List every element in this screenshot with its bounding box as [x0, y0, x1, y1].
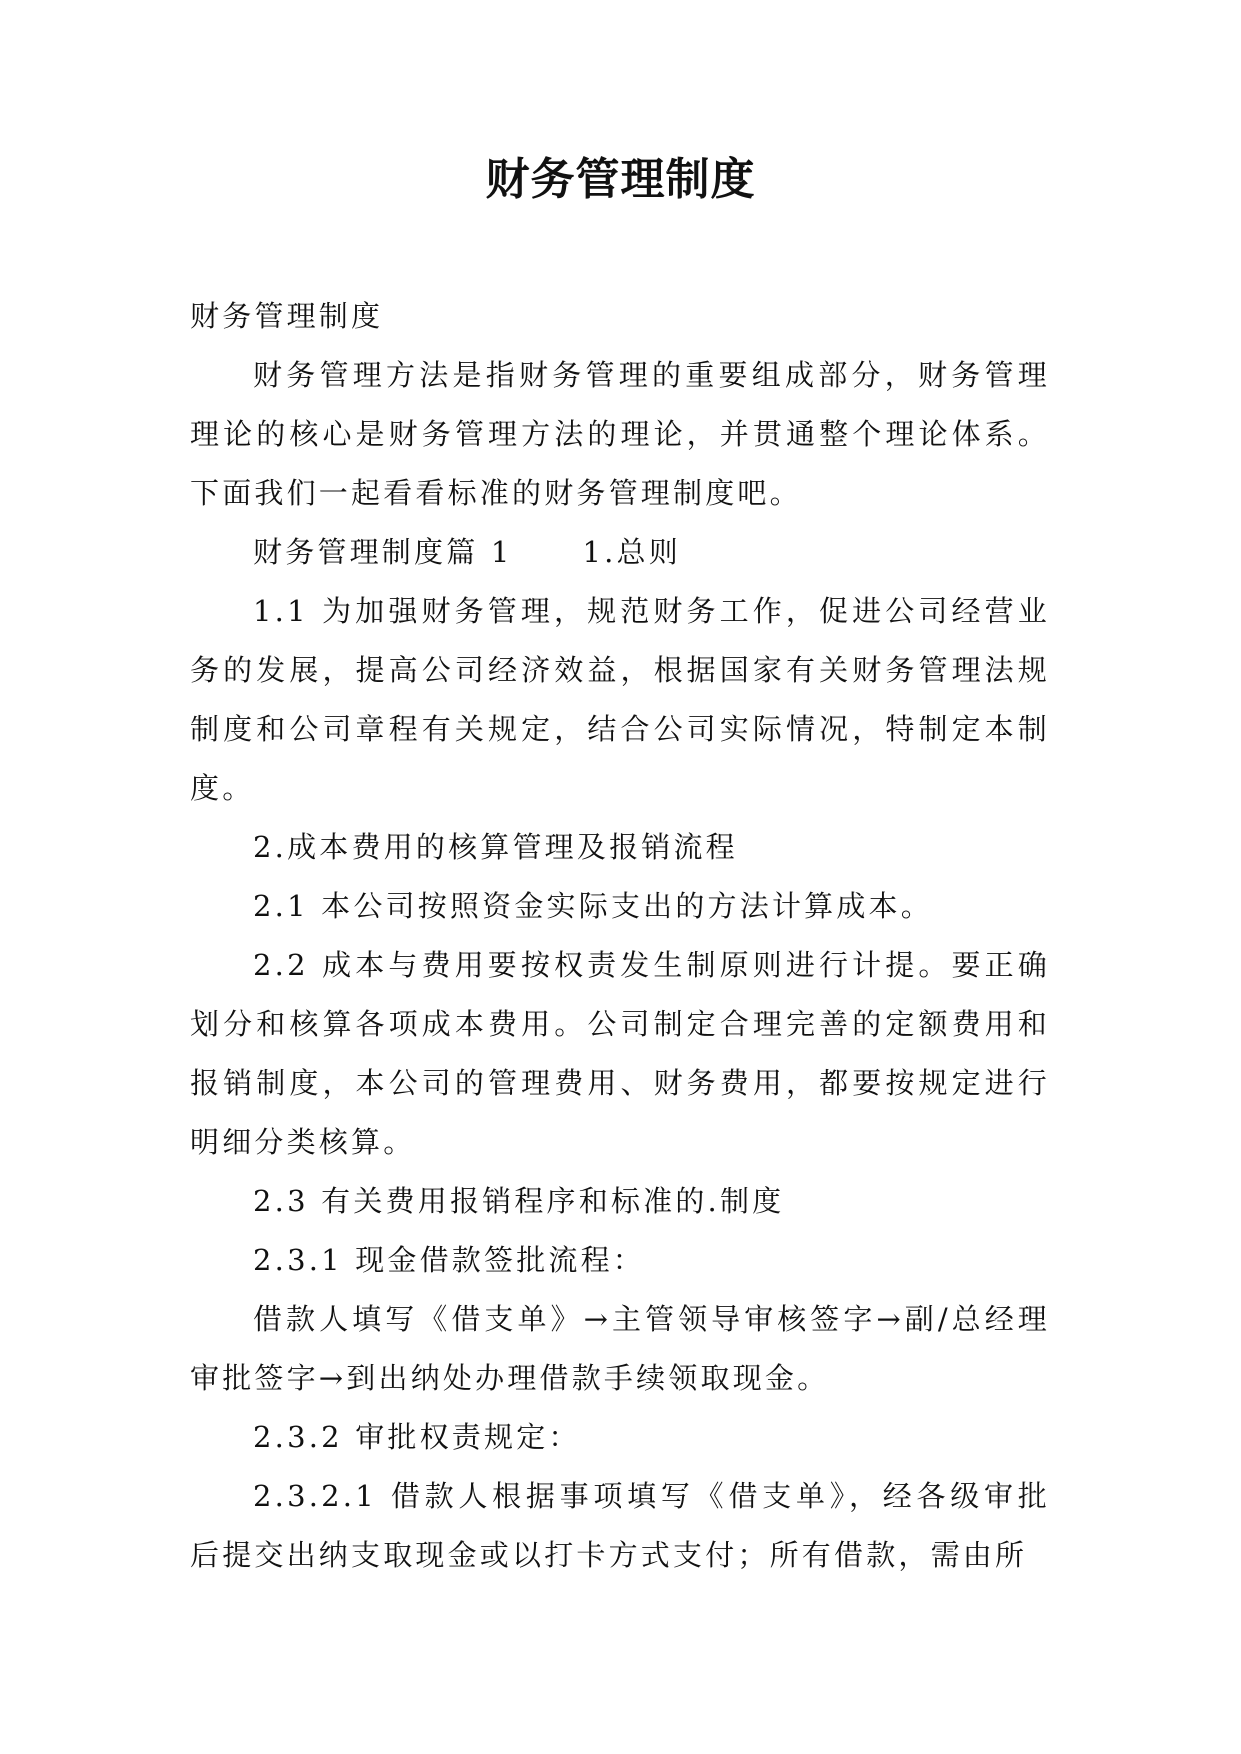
paragraph-2-3-2-1: 2.3.2.1 借款人根据事项填写《借支单》，经各级审批后提交出纳支取现金或以打卡方式支付；所有借款，需由所: [190, 1479, 1050, 1572]
paragraph-2-2: 2.2 成本与费用要按权责发生制原则进行计提。要正确划分和核算各项成本费用。公司制定合理完善的定额费用和报销制度，本公司的管理费用、财务费用，都要按规定进行明细分类核算。: [190, 948, 1050, 1159]
section-heading: 1.总则: [582, 535, 681, 569]
paragraph-heading: 财务管理制度: [190, 299, 384, 333]
document-body: [190, 287, 1050, 1585]
page-title: 财务管理制度: [485, 154, 756, 205]
paragraph-intro: 财务管理方法是指财务管理的重要组成部分，财务管理理论的核心是财务管理方法的理论，并贯通整个理论体系。下面我们一起看看标准的财务管理制度吧。: [190, 358, 1050, 510]
paragraph-2-3-2: 2.3.2 审批权责规定：: [253, 1420, 581, 1454]
paragraph-2-3-1: 2.3.1 现金借款签批流程：: [253, 1243, 646, 1277]
paragraph-2-1: 2.1 本公司按照资金实际支出的方法计算成本。: [253, 889, 933, 923]
paragraph-loan-flow: 借款人填写《借支单》→主管领导审核签字→副/总经理审批签字→到出纳处办理借款手续领取现金。: [190, 1302, 1050, 1395]
paragraph-section-title: [190, 523, 1050, 582]
chapter-label: 财务管理制度篇 1: [253, 535, 513, 569]
paragraph-2-3: 2.3 有关费用报销程序和标准的.制度: [253, 1184, 785, 1218]
paragraph-2: 2.成本费用的核算管理及报销流程: [253, 830, 738, 864]
paragraph-1-1: 1.1 为加强财务管理，规范财务工作，促进公司经营业务的发展，提高公司经济效益，根据国家有关财务管理法规制度和公司章程有关规定，结合公司实际情况，特制定本制度。: [190, 594, 1050, 805]
